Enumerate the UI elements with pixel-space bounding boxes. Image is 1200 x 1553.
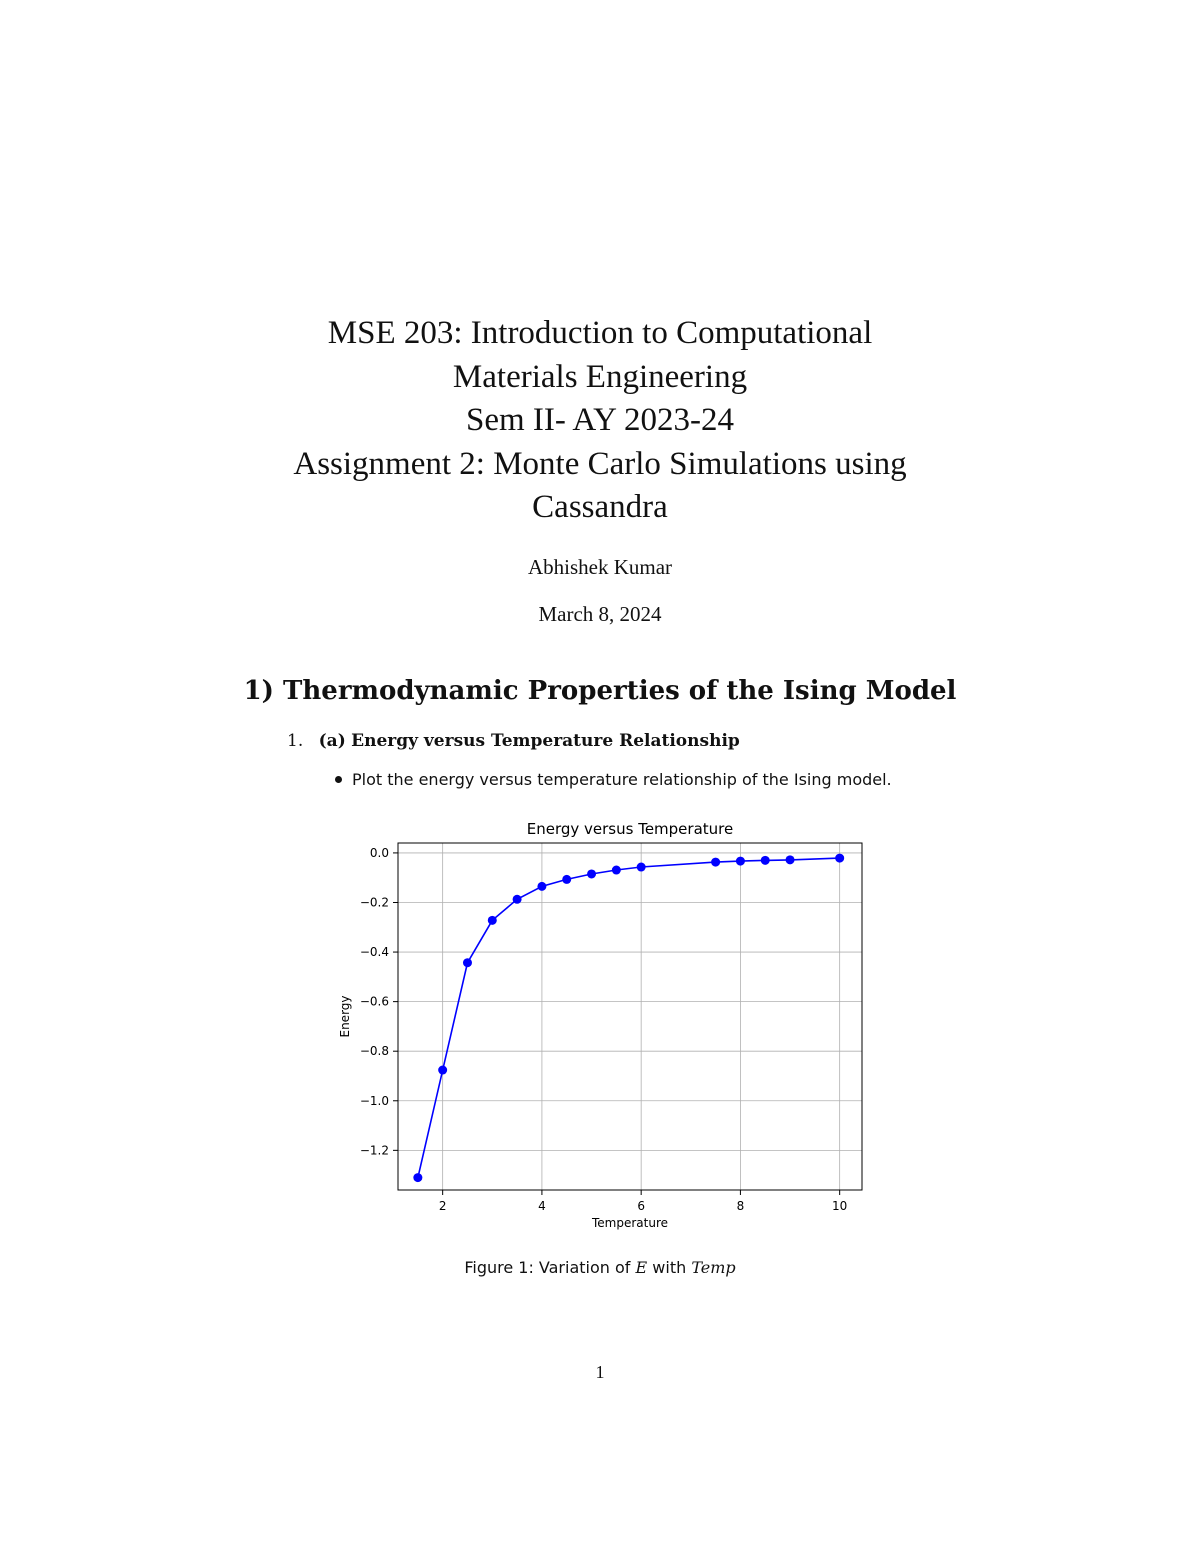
x-tick-label: 8 (736, 1199, 745, 1213)
data-point (736, 857, 745, 866)
caption-variable-e: E (635, 1258, 648, 1277)
x-tick-label: 10 (832, 1199, 848, 1213)
caption-prefix: Figure 1: Variation of (464, 1258, 631, 1277)
data-point (513, 895, 522, 904)
figure (330, 815, 870, 1235)
caption-mid: with (652, 1258, 687, 1277)
data-point (835, 854, 844, 863)
y-axis-label: Energy (338, 995, 352, 1038)
y-tick-label: −0.8 (359, 1044, 389, 1059)
y-tick-label: −0.6 (359, 994, 389, 1009)
section-heading: 1) Thermodynamic Properties of the Ising Model (243, 676, 957, 706)
caption-variable-temp: Temp (691, 1258, 736, 1277)
figure-caption (0, 1258, 1200, 1277)
y-tick-label: −1.2 (359, 1143, 389, 1158)
energy-temperature-chart (330, 815, 870, 1235)
page-number: 1 (595, 1362, 605, 1382)
document-date: March 8, 2024 (538, 602, 662, 626)
y-tick-label: −0.4 (359, 945, 389, 960)
list-item-title: Energy versus Temperature Relationship (351, 731, 740, 751)
x-axis-label: Temperature (591, 1216, 669, 1230)
data-point (562, 875, 571, 884)
data-point (537, 882, 546, 891)
series-line (418, 858, 840, 1178)
data-point (438, 1066, 447, 1075)
list-item-number: 1. (287, 731, 304, 751)
y-tick-label: −0.2 (359, 895, 389, 910)
title-line: Sem II- AY 2023-24 (466, 402, 734, 438)
bullet-dot-icon (335, 776, 342, 783)
title-line: MSE 203: Introduction to Computational (327, 315, 873, 351)
title-line: Assignment 2: Monte Carlo Simulations using (293, 445, 907, 482)
chart-title: Energy versus Temperature (526, 820, 734, 838)
document-title (0, 312, 1200, 530)
x-tick-label: 6 (637, 1199, 645, 1213)
data-point (637, 863, 646, 872)
data-point (587, 869, 596, 878)
author-name: Abhishek Kumar (527, 555, 673, 579)
x-tick-label: 2 (438, 1199, 447, 1213)
plot-frame (398, 843, 862, 1190)
data-point (711, 858, 720, 867)
title-line: Materials Engineering (452, 358, 748, 395)
bullet-item (335, 770, 892, 789)
data-point (463, 958, 472, 967)
data-point (488, 916, 497, 925)
data-point (786, 855, 795, 864)
bullet-text: Plot the energy versus temperature relationship of the Ising model. (352, 770, 892, 789)
title-line: Cassandra (532, 489, 668, 525)
y-tick-label: 0.0 (369, 845, 389, 860)
data-point (612, 866, 621, 875)
y-tick-label: −1.0 (359, 1093, 389, 1108)
data-point (761, 856, 770, 865)
list-item-label: (a) (318, 731, 346, 751)
list-item (287, 731, 740, 751)
x-tick-label: 4 (538, 1199, 546, 1213)
data-point (413, 1173, 422, 1182)
